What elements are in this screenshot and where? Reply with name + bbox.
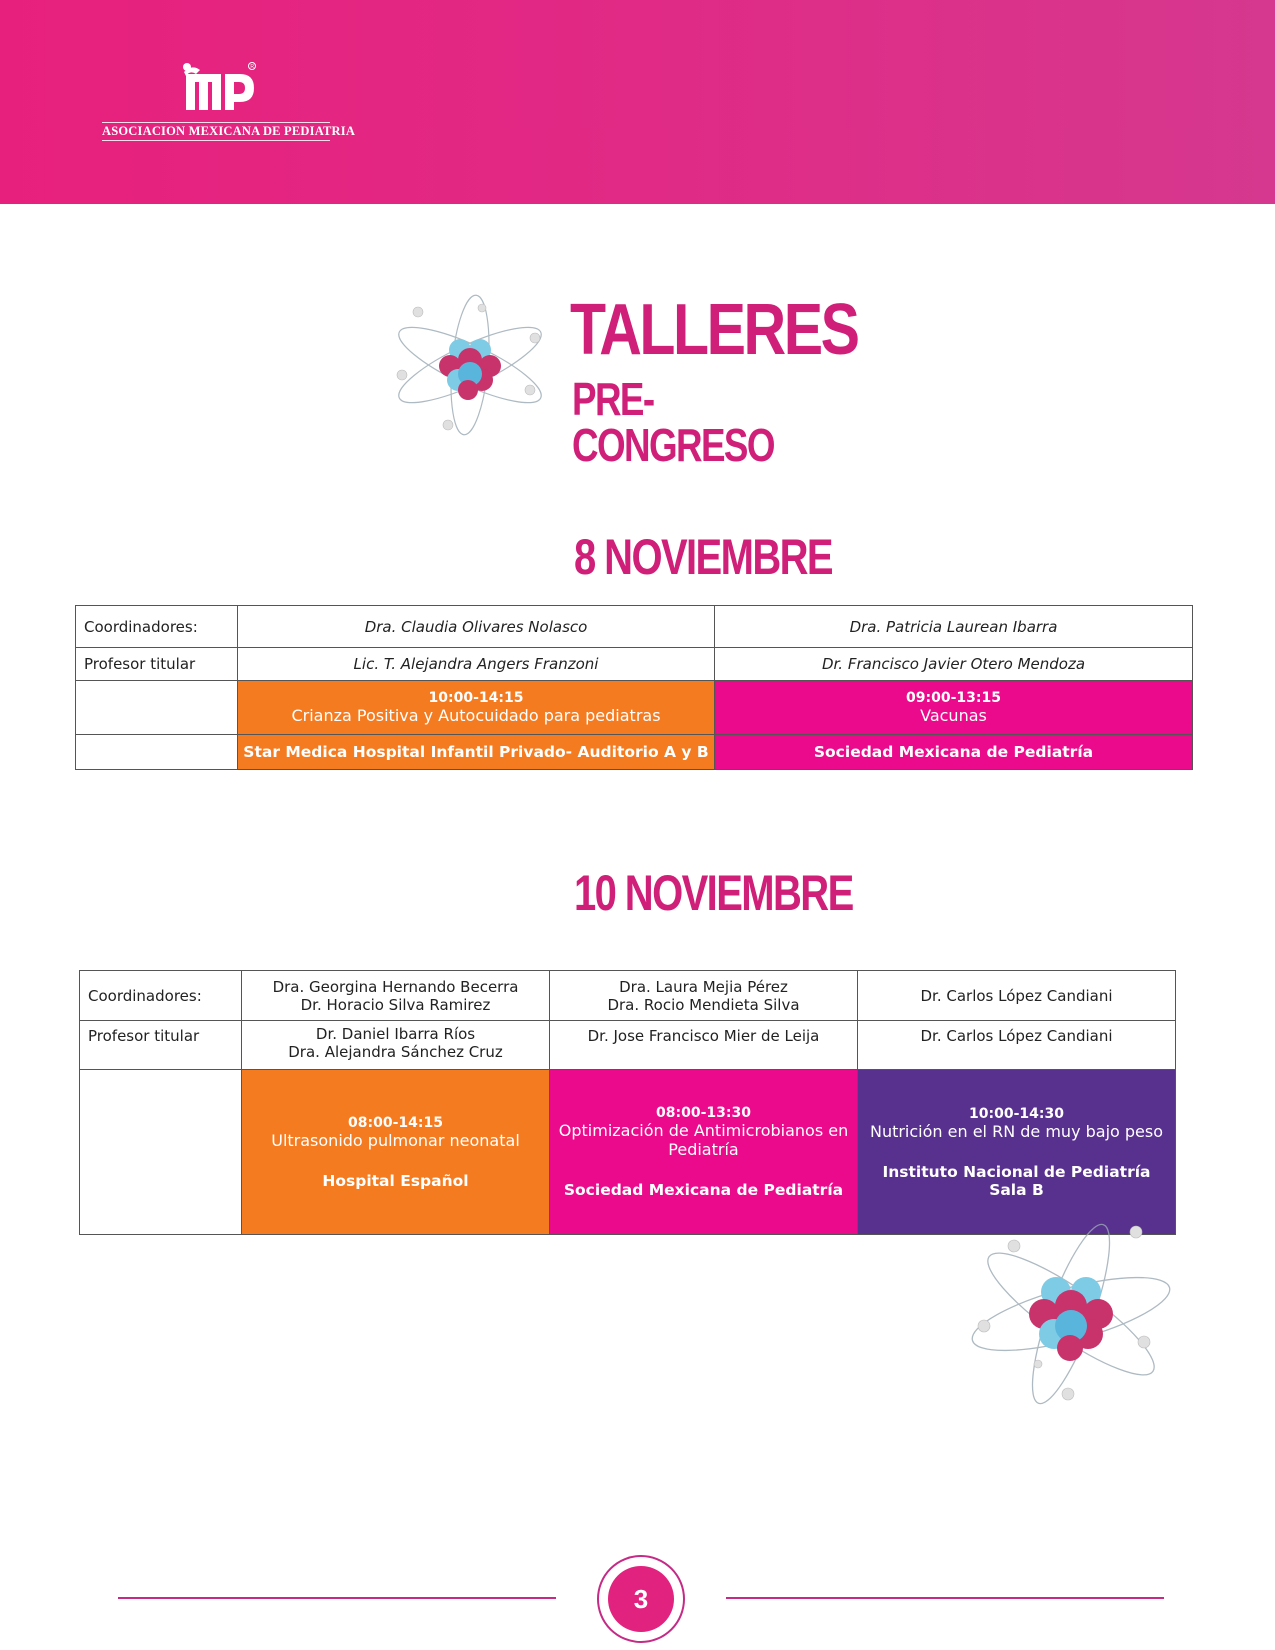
venue-cell: [238, 735, 715, 770]
page-number: 3: [608, 1566, 674, 1632]
workshop-cell: [715, 681, 1193, 735]
table-row: [80, 1021, 1176, 1070]
workshop-venue: Sala B: [989, 1180, 1044, 1199]
workshop-time: 10:00-14:15: [428, 690, 524, 706]
table-row: [80, 1070, 1176, 1235]
empty-cell: [80, 1070, 242, 1235]
coordinator-cell: [858, 971, 1176, 1021]
professor-name: Dr. Carlos López Candiani: [920, 1027, 1113, 1045]
amp-logo: [102, 60, 356, 140]
workshop-time: 10:00-14:30: [969, 1105, 1064, 1122]
table-row: [76, 648, 1193, 681]
professor-label: Profesor titular: [76, 648, 238, 681]
workshop-name: Vacunas: [920, 706, 987, 725]
workshop-cell: [550, 1070, 858, 1235]
professor-cell: Dr. Francisco Javier Otero Mendoza: [715, 648, 1193, 681]
coordinators-label: Coordinadores:: [76, 606, 238, 648]
table-row: [76, 735, 1193, 770]
workshop-cell: [858, 1070, 1176, 1235]
workshop-cell: [242, 1070, 550, 1235]
workshop-cell: [238, 681, 715, 735]
workshop-time: 08:00-14:15: [348, 1114, 443, 1131]
table-row: [76, 606, 1193, 648]
coordinator-name: Dra. Georgina Hernando Becerra: [272, 977, 519, 996]
workshop-name: Ultrasonido pulmonar neonatal: [271, 1130, 520, 1150]
venue-cell: [715, 735, 1193, 770]
empty-cell: [76, 735, 238, 770]
professor-label: Profesor titular: [80, 1021, 242, 1070]
amp-logo-icon: [178, 60, 258, 112]
day1-title: 8 NOVIEMBRE: [574, 529, 833, 585]
page-title: TALLERES: [570, 290, 858, 370]
workshop-venue: Hospital Español: [322, 1171, 469, 1190]
workshop-name: Crianza Positiva y Autocuidado para pediatras: [291, 706, 661, 725]
professor-cell: [550, 1021, 858, 1070]
workshop-venue: Instituto Nacional de Pediatría: [882, 1162, 1151, 1181]
professor-name: Dr. Jose Francisco Mier de Leija: [587, 1027, 820, 1045]
workshop-name: Nutrición en el RN de muy bajo peso: [869, 1121, 1164, 1141]
coordinator-cell: [242, 971, 550, 1021]
table-row: [76, 681, 1193, 735]
professor-cell: [858, 1021, 1176, 1070]
atom-icon: [966, 1214, 1176, 1414]
page-subtitle: PRE-CONGRESO: [572, 373, 774, 471]
professor-cell: Lic. T. Alejandra Angers Franzoni: [238, 648, 715, 681]
title-block: [390, 290, 858, 471]
coordinator-name: Dra. Laura Mejia Pérez: [619, 977, 788, 996]
atom-icon: [390, 290, 550, 440]
footer-line-left: [118, 1597, 556, 1599]
coordinator-name: Dr. Horacio Silva Ramirez: [300, 995, 491, 1014]
professor-cell: [242, 1021, 550, 1070]
coordinator-cell: Dra. Patricia Laurean Ibarra: [715, 606, 1193, 648]
day2-title: 10 NOVIEMBRE: [574, 865, 853, 921]
workshop-name: Optimización de Antimicrobianos en Pediatría: [558, 1121, 849, 1159]
coordinator-name: Dra. Rocio Mendieta Silva: [607, 995, 800, 1014]
professor-name: Dr. Daniel Ibarra Ríos: [315, 1025, 476, 1043]
professor-name: Dra. Alejandra Sánchez Cruz: [288, 1043, 503, 1061]
page-number-badge: [597, 1555, 685, 1643]
day2-schedule-table: [79, 970, 1176, 1235]
table-row: [80, 971, 1176, 1021]
footer-line-right: [726, 1597, 1164, 1599]
workshop-venue: Sociedad Mexicana de Pediatría: [563, 1181, 844, 1199]
header-band: [0, 0, 1275, 204]
coordinators-label: Coordinadores:: [80, 971, 242, 1021]
coordinator-cell: [550, 971, 858, 1021]
workshop-venue: Sociedad Mexicana de Pediatría: [813, 743, 1094, 761]
workshop-time: 08:00-13:30: [656, 1105, 751, 1121]
workshop-time: 09:00-13:15: [906, 690, 1001, 706]
organization-name: ASOCIACION MEXICANA DE PEDIATRIA: [102, 122, 330, 141]
day1-schedule-table: [75, 605, 1193, 770]
coordinator-cell: Dra. Claudia Olivares Nolasco: [238, 606, 715, 648]
coordinator-name: Dr. Carlos López Candiani: [920, 986, 1113, 1005]
workshop-venue: Star Medica Hospital Infantil Privado- Auditorio A y B: [243, 743, 709, 761]
empty-cell: [76, 681, 238, 735]
svg-text:R: R: [250, 64, 255, 70]
